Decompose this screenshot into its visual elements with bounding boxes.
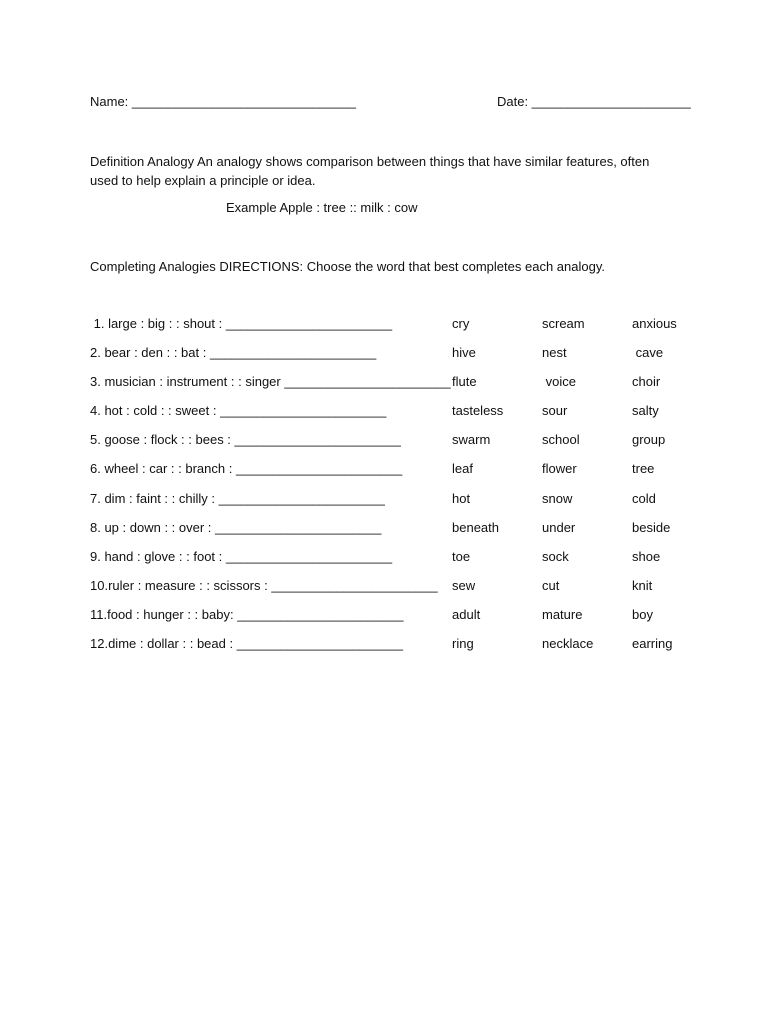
analogy-question-row	[90, 636, 690, 665]
answer-choice: flute	[452, 374, 477, 390]
answer-choice: choir	[632, 374, 661, 390]
analogy-question-row	[90, 461, 690, 490]
answer-choice: snow	[542, 490, 573, 506]
question-prompt[interactable]: 4. hot : cold : : sweet : _______________________	[90, 403, 387, 419]
name-field-line[interactable]: Name: _______________________________	[90, 94, 357, 109]
question-prompt[interactable]: 9. hand : glove : : foot : _______________________	[90, 548, 393, 564]
answer-choice: leaf	[452, 461, 473, 477]
answer-choice: cry	[452, 316, 470, 331]
answer-choice: knit	[632, 577, 653, 593]
answer-choice: group	[632, 432, 666, 448]
answer-choice: salty	[632, 403, 659, 419]
analogy-question-row	[90, 403, 690, 432]
answer-choice: cave	[632, 345, 664, 361]
answer-choice: adult	[452, 606, 481, 622]
question-prompt[interactable]: 12.dime : dollar : : bead : _______________________	[90, 636, 403, 652]
analogy-question-row	[90, 520, 690, 549]
analogy-question-row	[90, 432, 690, 461]
answer-choice: beside	[632, 519, 671, 535]
question-prompt[interactable]: 11.food : hunger : : baby: _______________________	[90, 606, 404, 622]
question-prompt[interactable]: 5. goose : flock : : bees : _______________________	[90, 432, 401, 448]
answer-choice: beneath	[452, 519, 499, 535]
analogy-question-row	[90, 316, 690, 345]
answer-choice: mature	[542, 606, 583, 622]
answer-choice: earring	[632, 636, 673, 652]
answer-choice: cut	[542, 577, 560, 593]
analogy-question-row	[90, 491, 690, 520]
analogy-question-row	[90, 607, 690, 636]
directions-text: Completing Analogies DIRECTIONS: Choose the word that best completes each analogy.	[90, 259, 605, 274]
question-prompt[interactable]: 1. large : big : : shout : _______________________	[90, 316, 393, 331]
definition-paragraph: Definition Analogy An analogy shows comparison between things that have similar features, often used to help explain a principle or idea.	[90, 154, 650, 188]
answer-choice: tree	[632, 461, 655, 477]
question-prompt[interactable]: 2. bear : den : : bat : _______________________	[90, 345, 377, 361]
answer-choice: boy	[632, 606, 653, 622]
answer-choice: hot	[452, 490, 471, 506]
answer-choice: flower	[542, 461, 577, 477]
analogy-question-row	[90, 578, 690, 607]
question-prompt[interactable]: 7. dim : faint : : chilly : _______________________	[90, 490, 385, 506]
answer-choice: scream	[542, 316, 585, 331]
answer-choice: under	[542, 519, 576, 535]
answer-choice: sew	[452, 577, 476, 593]
answer-choice: toe	[452, 548, 471, 564]
example-analogy: Example Apple : tree :: milk : cow	[226, 200, 418, 215]
answer-choice: voice	[542, 374, 576, 390]
date-field-line[interactable]: Date: ______________________	[497, 94, 691, 109]
answer-choice: ring	[452, 636, 474, 652]
question-prompt[interactable]: 6. wheel : car : : branch : _______________________	[90, 461, 403, 477]
answer-choice: necklace	[542, 636, 594, 652]
answer-choice: sour	[542, 403, 568, 419]
question-prompt[interactable]: 8. up : down : : over : _______________________	[90, 519, 382, 535]
answer-choice: swarm	[452, 432, 491, 448]
question-prompt[interactable]: 10.ruler : measure : : scissors : _______________________	[90, 577, 438, 593]
answer-choice: nest	[542, 345, 567, 361]
answer-choice: cold	[632, 490, 656, 506]
answer-choice: shoe	[632, 548, 661, 564]
answer-choice: school	[542, 432, 580, 448]
answer-choice: tasteless	[452, 403, 504, 419]
answer-choice: hive	[452, 345, 476, 361]
analogy-question-row	[90, 345, 690, 374]
answer-choice: sock	[542, 548, 569, 564]
question-prompt[interactable]: 3. musician : instrument : : singer _______________________	[90, 374, 451, 390]
analogy-question-row	[90, 549, 690, 578]
answer-choice: anxious	[632, 316, 677, 331]
analogy-question-list	[90, 316, 690, 665]
analogy-question-row	[90, 374, 690, 403]
